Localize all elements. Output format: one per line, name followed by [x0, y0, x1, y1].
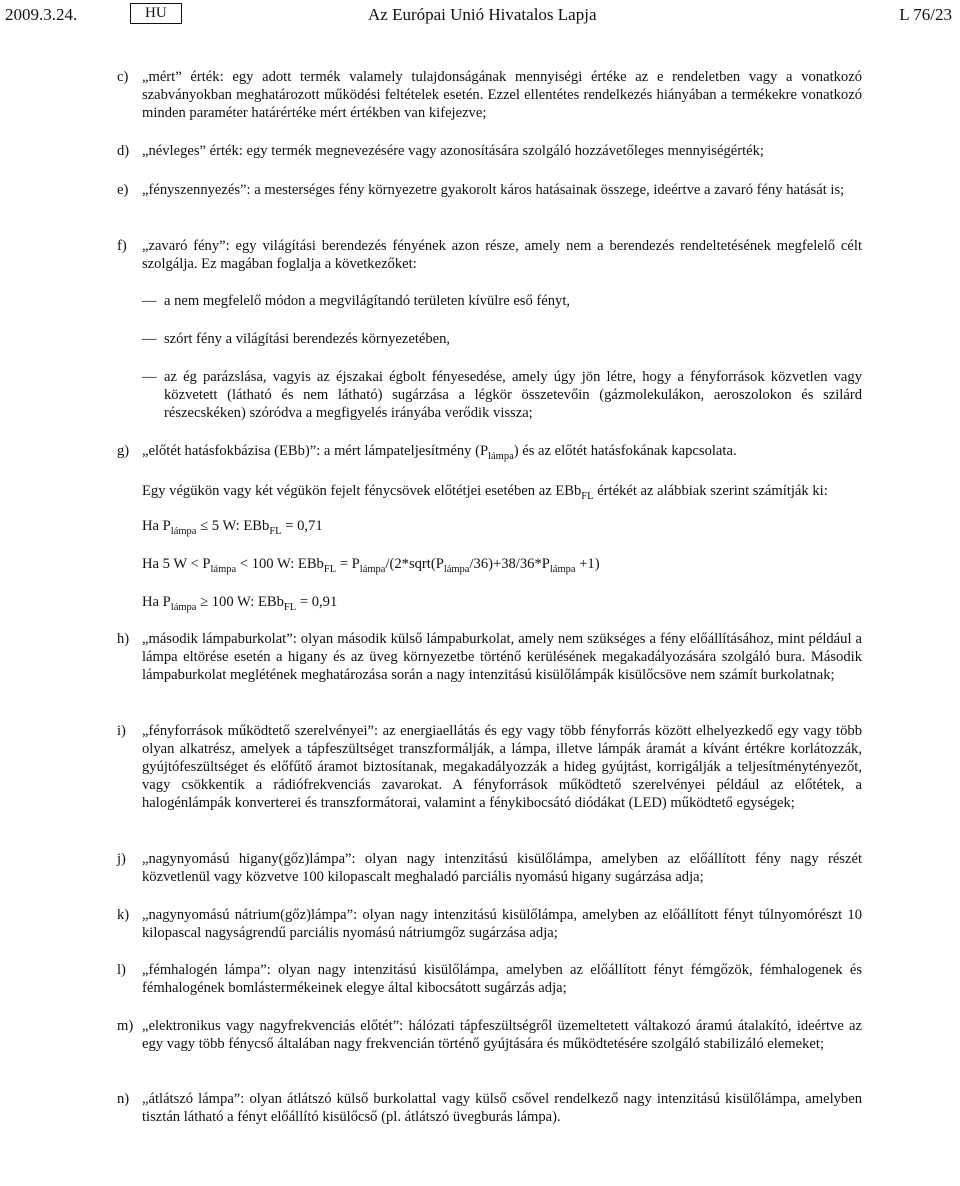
definition-label: d) — [117, 143, 130, 159]
definition-text: „átlátszó lámpa”: olyan átlátszó külső burkolattal vagy külső csővel rendelkező nagy intenzitású kisülőlámpa, amelyben tisztán látható a fényt előállító kisülőcső (pl. átlátszó üvegburás lámpa). — [142, 1091, 862, 1125]
definition-label: e) — [117, 182, 129, 198]
dash-item-3 — [142, 368, 862, 422]
page-number: L 76/23 — [899, 5, 952, 24]
definition-text: „mért” érték: egy adott termék valamely tulajdonságának mennyiségi értéke az e rendeletben vagy a vonatkozó szabványokban meghatározott működési feltételek esetén. Ezzel ellentétes rendelkezés hiányában a termékekre vonatkozó minden paraméter határértéke mért értékben van kifejezve; — [142, 69, 862, 121]
page-header — [0, 6, 960, 30]
dash-marker: — — [142, 331, 157, 347]
definition-e — [117, 181, 862, 199]
journal-title: Az Európai Unió Hivatalos Lapja — [368, 5, 597, 24]
definition-label: j) — [117, 851, 126, 867]
definition-text: „nagynyomású nátrium(gőz)lámpa”: olyan nagy intenzitású kisülőlámpa, amelyben az előállított fényt túlnyomórészt 10 kilopascal nagyságrendű parciális nyomású nátriumgőz sugárzása adja; — [142, 907, 862, 941]
definition-k — [117, 906, 862, 942]
definition-text: „névleges” érték: egy termék megnevezésére vagy azonosítására szolgáló hozzávetőleges mennyiségérték; — [142, 143, 764, 159]
definition-label: k) — [117, 907, 130, 923]
definition-label: g) — [117, 443, 130, 459]
dash-item-text: a nem megfelelő módon a megvilágítandó területen kívülre eső fényt, — [164, 293, 571, 309]
definition-c — [117, 68, 862, 122]
definition-d — [117, 142, 862, 160]
dash-marker: — — [142, 369, 157, 385]
definition-text: „fényforrások működtető szerelvényei”: az energiaellátás és egy vagy több fényforrás között elhelyezkedő egy vagy több olyan alkatrész, amelyek a tápfeszültséget transzformálják, a lámpa, illetve lámpák áramát a kívánt értékre korlátozzák, gyújtófeszültséget és előfűtő áramot biztosítanak, megakadályozzák a hideg gyújtást, korrigálják a teljesítménytényezőt, vagy csökkentik a rádiófrekvenciás zavarokat. A fényforrások működtető szerelvényei például az előtétek, a halogénlámpák konverterei és transzformátorai, valamint a fénykibocsátó diódákat (LED) működtető egységek; — [142, 723, 862, 811]
publication-date: 2009.3.24. — [5, 5, 78, 24]
dash-item-1 — [142, 292, 862, 310]
definition-text: „fémhalogén lámpa”: olyan nagy intenzitású kisülőlámpa, amelyben az előállított fényt fémgőzök, fémhalogenek és fémhalogének bomlástermékeinek elegye által kibocsátott sugárzás adja; — [142, 962, 862, 996]
dash-item-text: az ég parázslása, vagyis az éjszakai égbolt fényesedése, amely úgy jön létre, hogy a fényforrások közvetlen vagy közvetett (látható és nem látható) sugárzása a légkör összetevőin (gázmolekulákon, aeroszolokon és szilárd részecskéken) szóródva a megfigyelés irányába verődik vissza; — [164, 369, 862, 421]
definition-g — [117, 442, 862, 460]
definition-h — [117, 630, 862, 684]
formula-intro: Egy végükön vagy két végükön fejelt fénycsövek előtétjei esetében az EBb$_{FL}$ értékét az alábbiak szerint számítják ki: — [142, 483, 828, 502]
definition-label: i) — [117, 723, 126, 739]
formula-1: Ha $P_{lámpa} \le 5$ W: EBb$_{FL}$ = 0,71 — [142, 518, 323, 537]
definition-label: m) — [117, 1018, 134, 1034]
definition-label: n) — [117, 1091, 130, 1107]
definition-label: l) — [117, 962, 126, 978]
definition-text: „zavaró fény”: egy világítási berendezés fényének azon része, amely nem a berendezés rendeltetésének megfelelő célt szolgálja. Ez magában foglalja a következőket: — [142, 238, 862, 272]
formula-3: Ha $P_{lámpa} \ge 100$ W: EBb$_{FL}$ = 0,91 — [142, 594, 338, 613]
dash-marker: — — [142, 293, 157, 309]
dash-item-2 — [142, 330, 862, 348]
definition-text: „fényszennyezés”: a mesterséges fény környezetre gyakorolt káros hatásainak összege, ideértve a zavaró fény hatását is; — [142, 182, 845, 198]
dash-item-text: szórt fény a világítási berendezés környezetében, — [164, 331, 451, 347]
definition-i — [117, 722, 862, 812]
definition-text: „előtét hatásfokbázisa (EBb)”: a mért lámpateljesítmény $(P_{lámpa})$ és az előtét hatásfokának kapcsolata. — [142, 443, 737, 462]
definition-text: „elektronikus vagy nagyfrekvenciás előtét”: hálózati tápfeszültségről üzemeltetett váltakozó áramú átalakító, ideértve az egy vagy több fénycső általában nagy frekvencián történő gyújtására és működtetésére szolgáló stabilizáló elemeket; — [142, 1018, 862, 1052]
definition-j — [117, 850, 862, 886]
language-badge: HU — [130, 3, 182, 24]
definition-n — [117, 1090, 862, 1126]
definition-text: „nagynyomású higany(gőz)lámpa”: olyan nagy intenzitású kisülőlámpa, amelyben az előállított fény nagy részét közvetlenül vagy közvetve 100 kilopascalt meghaladó parciális nyomású higany sugárzása adja; — [142, 851, 862, 885]
definition-label: h) — [117, 631, 130, 647]
definition-label: c) — [117, 69, 129, 85]
definition-f — [117, 237, 862, 273]
definition-text: „második lámpaburkolat”: olyan második külső lámpaburkolat, amely nem szükséges a fény előállításához, mint például a lámpa eltörése esetén a higany és az üveg környezetbe történő kerülésének megakadályozására szolgáló bura. Második lámpaburkolat meglétének meghatározása során a nagy intenzitású kisülőlámpák kisülőcsöve nem számít burkolatnak; — [142, 631, 862, 683]
definition-m — [117, 1017, 862, 1053]
definition-label: f) — [117, 238, 127, 254]
formula-2: Ha 5 $W < P_{lámpa} < 100$ W: $EBb_{FL} = P_{lámpa}/(2*sqrt(P_{lámpa}/36)+38/36*P_{lámpa} +1)$ — [142, 556, 600, 575]
definition-l — [117, 961, 862, 997]
